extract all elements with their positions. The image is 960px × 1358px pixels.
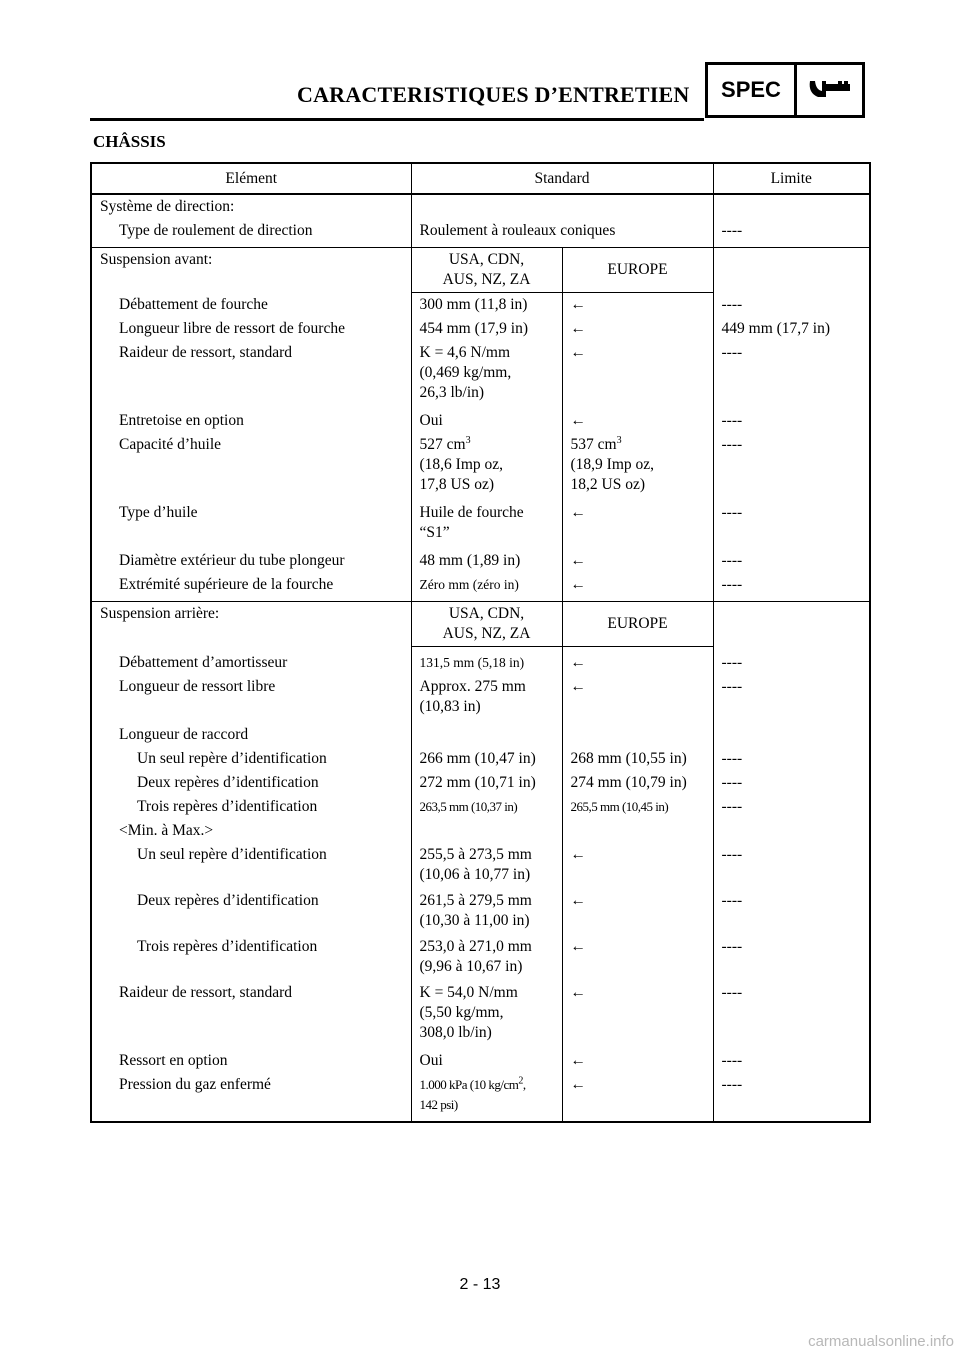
row-limit: ---- (713, 647, 870, 676)
row-value-b: ← (562, 405, 713, 433)
row-label: Longueur de ressort libre (91, 675, 411, 719)
row-value-a: Oui (411, 1045, 562, 1073)
row-label: Longueur de raccord (91, 719, 411, 747)
row-limit: ---- (713, 341, 870, 405)
spec-badge (705, 62, 865, 118)
row-value-a: 131,5 mm (5,18 in) (411, 647, 562, 676)
chassis-spec-table (90, 162, 871, 1123)
table-row (91, 317, 870, 341)
row-label: <Min. à Max.> (91, 819, 411, 843)
row-label: Capacité d’huile (91, 433, 411, 497)
row-value-b: ← (562, 545, 713, 573)
table-row (91, 979, 870, 1045)
table-row (91, 747, 870, 771)
row-limit: 449 mm (17,7 in) (713, 317, 870, 341)
table-row (91, 433, 870, 497)
region-b: EUROPE (562, 248, 713, 293)
table-row (91, 843, 870, 887)
header-rule (90, 118, 704, 121)
row-value-b: ← (562, 293, 713, 318)
header-element: Elément (91, 163, 411, 194)
group-label: Système de direction: (91, 194, 411, 219)
table-row (91, 573, 870, 602)
row-label: Trois repères d’identification (91, 795, 411, 819)
table-row (91, 795, 870, 819)
row-limit: ---- (713, 219, 870, 248)
row-value-a: 300 mm (11,8 in) (411, 293, 562, 318)
row-value-b: ← (562, 675, 713, 719)
row-value-a: 255,5 à 273,5 mm (10,06 à 10,77 in) (411, 843, 562, 887)
table-row (91, 771, 870, 795)
row-limit: ---- (713, 497, 870, 545)
row-limit: ---- (713, 979, 870, 1045)
row-value-b: 274 mm (10,79 in) (562, 771, 713, 795)
row-label: Extrémité supérieure de la fourche (91, 573, 411, 602)
row-label: Type de roulement de direction (91, 219, 411, 248)
row-limit: ---- (713, 771, 870, 795)
page-number: 2 - 13 (459, 1276, 501, 1293)
table-header-row (91, 163, 870, 194)
row-label: Entretoise en option (91, 405, 411, 433)
row-value-b: ← (562, 1073, 713, 1122)
header-standard: Standard (411, 163, 713, 194)
row-label: Deux repères d’identification (91, 887, 411, 933)
row-value-a: 454 mm (17,9 in) (411, 317, 562, 341)
row-label: Débattement d’amortisseur (91, 647, 411, 676)
row-value-b: ← (562, 887, 713, 933)
row-label: Diamètre extérieur du tube plongeur (91, 545, 411, 573)
table-row (91, 675, 870, 719)
table-row (91, 933, 870, 979)
row-limit: ---- (713, 1073, 870, 1122)
row-value-a: 527 $cm^3$ (18,6 Imp oz, 17,8 US oz) (411, 433, 562, 497)
row-value-b: ← (562, 497, 713, 545)
row-label: Un seul repère d’identification (91, 843, 411, 887)
row-value-a: 48 mm (1,89 in) (411, 545, 562, 573)
row-value-a: Oui (411, 405, 562, 433)
row-label: Débattement de fourche (91, 293, 411, 318)
table-row (91, 341, 870, 405)
row-value-b: 268 mm (10,55 in) (562, 747, 713, 771)
row-limit: ---- (713, 433, 870, 497)
table-row (91, 405, 870, 433)
row-label: Deux repères d’identification (91, 771, 411, 795)
row-value-b: ← (562, 843, 713, 887)
table-row (91, 545, 870, 573)
row-limit: ---- (713, 1045, 870, 1073)
row-limit: ---- (713, 747, 870, 771)
table-row (91, 602, 870, 647)
row-label: Pression du gaz enfermé (91, 1073, 411, 1122)
row-limit: ---- (713, 405, 870, 433)
row-limit: ---- (713, 675, 870, 719)
table-row (91, 497, 870, 545)
table-row (91, 719, 870, 747)
row-value-b: ← (562, 647, 713, 676)
watermark: carmanualsonline.info (808, 1333, 954, 1350)
wrench-icon (797, 65, 862, 115)
header-limit: Limite (713, 163, 870, 194)
row-limit: ---- (713, 887, 870, 933)
group-label: Suspension arrière: (91, 602, 411, 647)
row-value-b: ← (562, 317, 713, 341)
table-row (91, 293, 870, 318)
row-value-b: ← (562, 1045, 713, 1073)
region-b: EUROPE (562, 602, 713, 647)
group-label: Suspension avant: (91, 248, 411, 293)
row-limit: ---- (713, 573, 870, 602)
row-value-a: 1.000 kPa (10 $kg/cm^2$, 142 psi) (411, 1073, 562, 1122)
row-value-a: 263,5 mm (10,37 in) (411, 795, 562, 819)
row-value-a: 261,5 à 279,5 mm (10,30 à 11,00 in) (411, 887, 562, 933)
page-header-title: CARACTERISTIQUES D’ENTRETIEN (297, 82, 690, 107)
row-limit: ---- (713, 933, 870, 979)
row-label: Un seul repère d’identification (91, 747, 411, 771)
row-standard: Roulement à rouleaux coniques (411, 219, 713, 248)
row-value-a: K = 54,0 N/mm (5,50 kg/mm, 308,0 lb/in) (411, 979, 562, 1045)
spec-badge-label: SPEC (708, 65, 797, 115)
table-row (91, 887, 870, 933)
region-a: USA, CDN, AUS, NZ, ZA (411, 602, 562, 647)
row-value-b: ← (562, 341, 713, 405)
row-value-b: 537 $cm^3$ (18,9 Imp oz, 18,2 US oz) (562, 433, 713, 497)
row-limit: ---- (713, 545, 870, 573)
row-label: Ressort en option (91, 1045, 411, 1073)
row-label: Trois repères d’identification (91, 933, 411, 979)
row-value-a: K = 4,6 N/mm (0,469 kg/mm, 26,3 lb/in) (411, 341, 562, 405)
row-label: Raideur de ressort, standard (91, 341, 411, 405)
table-row (91, 1073, 870, 1122)
row-label: Type d’huile (91, 497, 411, 545)
table-row (91, 194, 870, 219)
table-row (91, 819, 870, 843)
row-value-b: 265,5 mm (10,45 in) (562, 795, 713, 819)
row-value-a: 266 mm (10,47 in) (411, 747, 562, 771)
row-value-a: Approx. 275 mm (10,83 in) (411, 675, 562, 719)
row-limit: ---- (713, 293, 870, 318)
row-value-a: 272 mm (10,71 in) (411, 771, 562, 795)
row-value-b: ← (562, 573, 713, 602)
row-value-b: ← (562, 933, 713, 979)
row-value-a: Zéro mm (zéro in) (411, 573, 562, 602)
table-row (91, 248, 870, 293)
row-limit: ---- (713, 843, 870, 887)
table-row (91, 219, 870, 248)
table-row (91, 1045, 870, 1073)
row-limit: ---- (713, 795, 870, 819)
region-a: USA, CDN, AUS, NZ, ZA (411, 248, 562, 293)
row-value-b: ← (562, 979, 713, 1045)
row-value-a: Huile de fourche “S1” (411, 497, 562, 545)
section-title: CHÂSSIS (93, 132, 166, 151)
table-row (91, 647, 870, 676)
row-label: Longueur libre de ressort de fourche (91, 317, 411, 341)
row-value-a: 253,0 à 271,0 mm (9,96 à 10,67 in) (411, 933, 562, 979)
row-label: Raideur de ressort, standard (91, 979, 411, 1045)
